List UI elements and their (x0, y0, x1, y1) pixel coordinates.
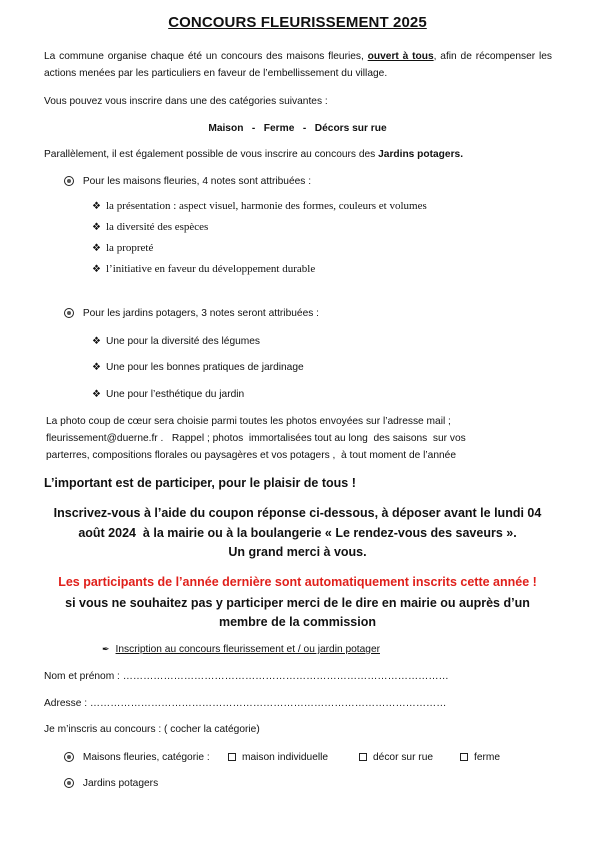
notice-line: si vous ne souhaitez pas y participer merci de le dire en mairie ou auprès d’un (65, 596, 530, 610)
option-ferme[interactable] (460, 749, 500, 766)
pen-icon: ✒ (102, 644, 110, 654)
diamond-bullet-icon: ❖ (92, 243, 101, 254)
maisons-criterion (92, 263, 315, 275)
photo-line: fleurissement@duerne.fr . Rappel ; photos immortalisées tout au long des saisons sur vos (46, 433, 466, 444)
notice-line: membre de la commission (218, 615, 376, 629)
page-title: CONCOURS FLEURISSEMENT 2025 (168, 14, 427, 31)
intro-emphasis: ouvert à tous (367, 51, 434, 62)
coupon-title-row (102, 641, 380, 658)
checkbox-icon[interactable] (228, 753, 236, 761)
jardins-criterion (92, 386, 244, 403)
name-field[interactable]: Nom et prénom : …………………………………………………………………………………… (44, 671, 449, 682)
round-bullet-icon (64, 752, 74, 762)
jardins-heading-row (64, 305, 319, 322)
potagers-text: Parallèlement, il est également possible de vous inscrire au concours des (44, 149, 379, 160)
diamond-bullet-icon: ❖ (92, 362, 101, 373)
jardins-criterion (92, 333, 260, 350)
important-line: L’important est de participer, pour le plaisir de tous ! (44, 476, 356, 490)
diamond-bullet-icon: ❖ (92, 336, 101, 347)
criterion-text: Une pour l’esthétique du jardin (106, 389, 245, 400)
intro-paragraph (44, 48, 552, 82)
red-notice: Les participants de l’année dernière sont automatiquement inscrits cette année ! (58, 575, 537, 589)
categories-intro: Vous pouvez vous inscrire dans une des catégories suivantes : (44, 96, 328, 107)
round-bullet-icon (64, 308, 74, 318)
inscrivez-line: Un grand merci à vous. (228, 545, 367, 559)
maisons-heading-row (64, 173, 311, 190)
categories-line: Maison - Ferme - Décors sur rue (208, 123, 387, 134)
diamond-bullet-icon: ❖ (92, 264, 101, 275)
jardins-criterion (92, 359, 304, 376)
inscrivez-line: Inscrivez-vous à l’aide du coupon réponse ci-dessous, à déposer avant le lundi 04 (53, 506, 542, 520)
checkbox-icon[interactable] (460, 753, 468, 761)
option-label: maison individuelle (242, 752, 329, 763)
intro-text-2: , afin de récompenser les actions menées par les particuliers en faveur de l’embellissement du village. (44, 51, 553, 79)
criterion-text: la diversité des espèces (106, 221, 209, 233)
photo-line: La photo coup de cœur sera choisie parmi toutes les photos envoyées sur l’adresse mail ; (46, 416, 451, 427)
diamond-bullet-icon: ❖ (92, 201, 101, 212)
maisons-label: Maisons fleuries, catégorie : (82, 752, 210, 763)
criterion-text: la propreté (106, 242, 154, 254)
potagers-bold: Jardins potagers. (378, 149, 464, 160)
round-bullet-icon (64, 778, 74, 788)
option-decor-sur-rue[interactable] (359, 749, 433, 766)
criterion-text: Une pour les bonnes pratiques de jardinage (106, 362, 304, 373)
checkbox-icon[interactable] (359, 753, 367, 761)
criterion-text: l’initiative en faveur du développement durable (106, 263, 316, 275)
intro-text-1: La commune organise chaque été un concours des maisons fleuries, (44, 51, 368, 62)
criterion-text: Une pour la diversité des légumes (106, 336, 261, 347)
potagers-paragraph (44, 146, 463, 163)
maisons-option-row (64, 749, 210, 766)
option-label: ferme (474, 752, 501, 763)
jardins-label: Jardins potagers (82, 778, 159, 789)
option-label: décor sur rue (373, 752, 434, 763)
address-field[interactable]: Adresse : …………………………………………………………………………………………… (44, 698, 447, 709)
jardins-option-row[interactable] (64, 775, 158, 792)
maisons-heading: Pour les maisons fleuries, 4 notes sont attribuées : (82, 176, 312, 187)
inscris-label: Je m’inscris au concours : ( cocher la catégorie) (44, 724, 260, 735)
diamond-bullet-icon: ❖ (92, 389, 101, 400)
option-maison-individuelle[interactable] (228, 749, 328, 766)
inscrivez-line: août 2024 à la mairie ou à la boulangerie « Le rendez-vous des saveurs ». (78, 526, 517, 540)
round-bullet-icon (64, 176, 74, 186)
maisons-criterion (92, 221, 208, 233)
criterion-text: la présentation : aspect visuel, harmonie des formes, couleurs et volumes (106, 200, 427, 212)
jardins-heading: Pour les jardins potagers, 3 notes seront attribuées : (82, 308, 319, 319)
diamond-bullet-icon: ❖ (92, 222, 101, 233)
maisons-criterion (92, 200, 427, 212)
photo-line: parterres, compositions florales ou paysagères et vos potagers , à tout moment de l’année (46, 450, 456, 461)
maisons-criterion (92, 242, 153, 254)
coupon-title: Inscription au concours fleurissement et / ou jardin potager (115, 644, 380, 655)
